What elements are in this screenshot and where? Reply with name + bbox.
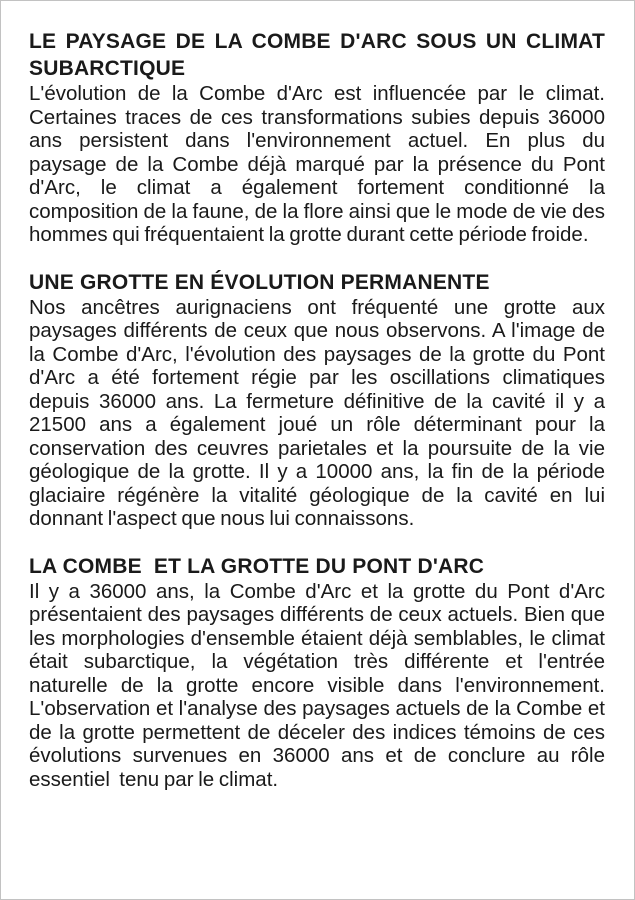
- heading-line: LA COMBE ET LA GROTTE DU PONT D'ARC: [29, 554, 485, 578]
- body-line: naturelle de la grotte encore visible dans l'environnement.: [29, 673, 605, 697]
- body-line: Certaines traces de ces transformations subies depuis 36000: [29, 105, 605, 129]
- body-line: évolutions survenues en 36000 ans et de conclure au rôle: [29, 744, 605, 767]
- body-line: d'Arc, le climat a également fortement conditionné la: [29, 176, 605, 199]
- section-1-paragraph: [29, 82, 605, 247]
- section-grotte-evolution-permanente: [29, 269, 605, 531]
- section-1-heading: [29, 28, 605, 82]
- body-line: Il y a 36000 ans, la Combe d'Arc et la grotte du Pont d'Arc: [29, 579, 605, 603]
- body-line: présentaient des paysages différents de ceux actuels. Bien que: [29, 603, 605, 626]
- section-3-heading: [29, 553, 605, 580]
- body-line: paysage de la Combe déjà marqué par la présence du Pont: [29, 152, 605, 176]
- body-line: géologique de la grotte. Il y a 10000 ans, la fin de la période: [29, 460, 605, 483]
- body-line: paysages différents de ceux que nous observons. A l'image de: [29, 319, 605, 342]
- heading-line: LE PAYSAGE DE LA COMBE D'ARC SOUS UN CLIMAT: [29, 30, 605, 53]
- body-line: L'observation et l'analyse des paysages actuels de la Combe et: [29, 697, 605, 720]
- heading-line: SUBARCTIQUE: [29, 57, 186, 80]
- body-line: Nos ancêtres aurignaciens ont fréquenté une grotte aux: [29, 295, 605, 319]
- section-combe-et-grotte-pont-darc: [29, 553, 605, 792]
- body-line: les morphologies d'ensemble étaient déjà semblables, le climat: [29, 626, 605, 650]
- body-line: était subarctique, la végétation très différente et l'entrée: [29, 650, 605, 673]
- body-line: conservation des ceuvres parietales et la poursuite de la vie: [29, 436, 605, 460]
- section-paysage-climat-subarctique: [29, 28, 605, 247]
- body-line: L'évolution de la Combe d'Arc est influencée par le climat.: [29, 82, 605, 105]
- body-line: essentiel tenu par le climat.: [29, 767, 279, 791]
- body-line: donnant l'aspect que nous lui connaissons.: [29, 507, 415, 530]
- body-line: de la grotte permettent de déceler des indices témoins de ces: [29, 720, 605, 744]
- section-2-paragraph: [29, 296, 605, 531]
- section-2-heading: [29, 269, 605, 296]
- body-line: depuis 36000 ans. La fermeture définitive de la cavité il y a: [29, 389, 605, 413]
- body-line: 21500 ans a également joué un rôle déterminant pour la: [29, 413, 605, 436]
- body-line: hommes qui fréquentaient la grotte durant cette période froide.: [29, 223, 589, 246]
- body-line: la Combe d'Arc, l'évolution des paysages de la grotte du Pont: [29, 342, 605, 366]
- section-3-paragraph: [29, 580, 605, 792]
- body-line: glaciaire régénère la vitalité géologique de la cavité en lui: [29, 483, 605, 507]
- body-line: ans persistent dans l'environnement actuel. En plus du: [29, 129, 605, 152]
- body-line: composition de la faune, de la flore ainsi que le mode de vie des: [29, 199, 605, 223]
- body-line: d'Arc a été fortement régie par les oscillations climatiques: [29, 366, 605, 389]
- heading-line: UNE GROTTE EN ÉVOLUTION PERMANENTE: [29, 270, 490, 294]
